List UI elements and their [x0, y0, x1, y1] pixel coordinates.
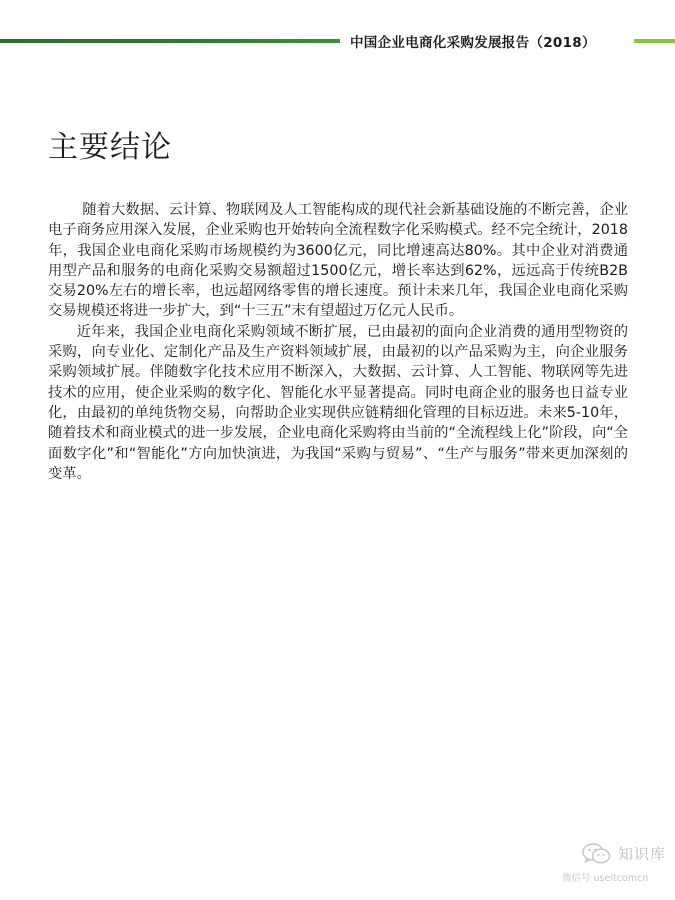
header-rule-dark-green	[0, 39, 340, 43]
conclusion-body	[48, 200, 628, 484]
paragraph-1: 随着大数据、云计算、物联网及人工智能构成的现代社会新基础设施的不断完善，企业电子商务应用深入发展，企业采购也开始转向全流程数字化采购模式。经不完全统计，2018年，我国企业电商化采购市场规模约为3600亿元，同比增速高达80%。其中企业对消费通用型产品和服务的电商化采购交易额超过1500亿元，增长率达到62%，远远高于传统B2B交易20%左右的增长率，也远超网络零售的增长速度。预计未来几年，我国企业电商化采购交易规模还将进一步扩大，到“十三五”末有望超过万亿元人民币。	[48, 202, 628, 320]
header-rule-light-green	[634, 39, 675, 43]
watermark-brand: 知识库	[618, 845, 667, 863]
watermark	[560, 838, 675, 888]
page-title: 主要结论	[48, 130, 172, 165]
wechat-icon	[582, 842, 612, 866]
report-title: 中国企业电商化采购发展报告（2018）	[350, 35, 596, 51]
paragraph-2: 近年来，我国企业电商化采购领域不断扩展，已由最初的面向企业消费的通用型物资的采购，向专业化、定制化产品及生产资料领域扩展，由最初的以产品采购为主，向企业服务采购领域扩展。伴随数字化技术应用不断深入，大数据、云计算、人工智能、物联网等先进技术的应用，使企业采购的数字化、智能化水平显著提高。同时电商企业的服务也日益专业化，由最初的单纯货物交易，向帮助企业实现供应链精细化管理的目标迈进。未来5-10年，随着技术和商业模式的进一步发展，企业电商化采购将由当前的“全流程线上化”阶段，向“全面数字化”和“智能化”方向加快演进，为我国“采购与贸易”、“生产与服务”带来更加深刻的变革。	[48, 323, 628, 482]
page-header	[0, 28, 675, 52]
watermark-account: 微信号 useitcomcn	[562, 873, 649, 884]
